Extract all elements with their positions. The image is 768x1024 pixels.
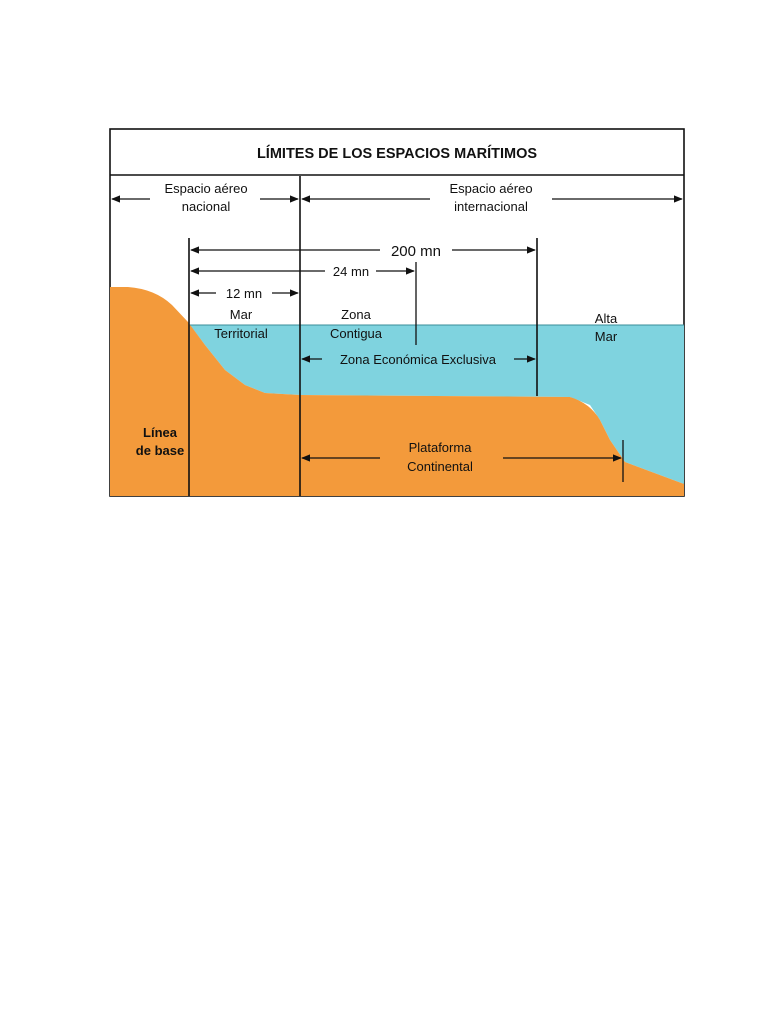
national-airspace-label-2: nacional	[181, 199, 231, 214]
continental-shelf-label-1: Plataforma	[408, 440, 472, 455]
continental-shelf-label-2: Continental	[407, 459, 473, 474]
contiguous-zone-label-2: Contigua	[329, 326, 383, 341]
distance-12-label: 12 mn	[225, 286, 263, 301]
baseline-label-2: de base	[135, 443, 185, 458]
eez-label: Zona Económica Exclusiva	[339, 352, 497, 367]
high-sea-label-2: Mar	[594, 329, 618, 344]
distance-200-label: 200 mn	[390, 243, 442, 260]
international-airspace-label-2: internacional	[454, 199, 528, 214]
contiguous-zone-label-1: Zona	[341, 307, 371, 322]
national-airspace-label-1: Espacio aéreo	[164, 181, 248, 196]
territorial-sea-label-2: Territorial	[214, 326, 268, 341]
distance-24-label: 24 mn	[332, 264, 370, 279]
international-airspace-label-1: Espacio aéreo	[449, 181, 533, 196]
territorial-sea-label-1: Mar	[229, 307, 253, 322]
diagram-title: LÍMITES DE LOS ESPACIOS MARÍTIMOS	[256, 146, 538, 162]
baseline-label-1: Línea	[143, 425, 177, 440]
high-sea-label-1: Alta	[594, 311, 618, 326]
